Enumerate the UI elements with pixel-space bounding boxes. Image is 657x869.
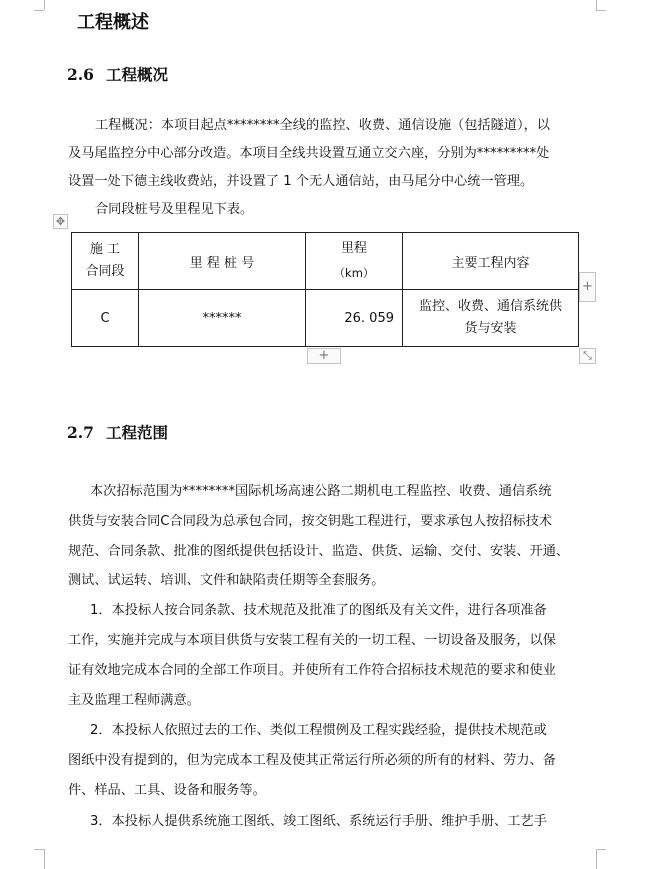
crop-mark-bottom-left-h [34, 849, 44, 850]
contract-table [71, 232, 579, 347]
cell-section[interactable]: C [72, 290, 139, 347]
paragraph-line: 及马尾监控分中心部分改造。本项目全线共设置互通立交六座，分别为*********处 [68, 146, 550, 161]
paragraph-line: 合同段桩号及里程见下表。 [95, 202, 254, 217]
crop-mark-top-left [44, 0, 45, 10]
list-item-line: 证有效地完成本合同的全部工作项目。并使所有工作符合招标技术规范的要求和使业 [68, 663, 556, 678]
paragraph-line: 规范、合同条款、批准的图纸提供包括设计、监造、供货、运输、交付、安装、开通、 [68, 544, 570, 559]
header-cell-content[interactable]: 主要工程内容 [403, 233, 579, 290]
cell-mileage[interactable]: 26. 059 [306, 290, 403, 347]
header-cell-section[interactable]: 施 工 合同段 [72, 233, 139, 290]
section-number: 2.7 [67, 423, 94, 442]
list-item-line: 件、样品、工具、设备和服务等。 [68, 783, 266, 798]
paragraph-line: 供货与安装合同C合同段为总承包合同，按交钥匙工程进行，要求承包人按招标技术 [68, 514, 552, 529]
section-heading-2-7 [67, 421, 168, 443]
list-item-line: 图纸中没有提到的，但为完成本工程及使其正常运行所必须的所有的材料、劳力、备 [68, 753, 556, 768]
table-header-row [72, 233, 579, 290]
crop-mark-bottom-right [596, 849, 597, 869]
paragraph-line: 工程概况：本项目起点********全线的监控、收费、通信设施（包括隧道），以 [95, 118, 550, 133]
crop-mark-bottom-left [44, 849, 45, 869]
cell-station[interactable]: ****** [139, 290, 306, 347]
header-cell-mileage[interactable]: 里程 （km） [306, 233, 403, 290]
section-title: 工程概况 [105, 66, 168, 84]
table-resize-icon[interactable]: ⤡ [579, 348, 596, 364]
paragraph-line: 本次招标范围为********国际机场高速公路二期机电工程监控、收费、通信系统 [90, 484, 552, 499]
crop-mark-top-right [596, 0, 597, 10]
paragraph-line: 测试、试运转、培训、文件和缺陷责任期等全套服务。 [68, 573, 385, 588]
paragraph-line: 设置一处下德主线收费站，并设置了 1 个无人通信站，由马尾分中心统一管理。 [68, 174, 534, 189]
crop-mark-top-left-h [34, 10, 44, 11]
section-heading-2-6 [67, 63, 168, 85]
table-row [72, 290, 579, 347]
header-cell-station[interactable]: 里 程 桩 号 [139, 233, 306, 290]
list-item-line: 工作，实施并完成与本项目供货与安装工程有关的一切工程、一切设备及服务，以保 [68, 633, 556, 648]
cell-content[interactable]: 监控、收费、通信系统供 货与安装 [403, 290, 579, 347]
crop-mark-top-right-h [596, 10, 606, 11]
add-row-button[interactable]: + [307, 348, 341, 364]
list-item-line: 3．本投标人提供系统施工图纸、竣工图纸、系统运行手册、维护手册、工艺手 [90, 814, 547, 829]
chapter-title: 工程概述 [77, 12, 149, 33]
section-number: 2.6 [67, 65, 94, 84]
list-item-line: 2．本投标人依照过去的工作、类似工程惯例及工程实践经验，提供技术规范或 [90, 723, 547, 738]
list-item-line: 1．本投标人按合同条款、技术规范及批准了的图纸及有关文件，进行各项准备 [90, 603, 547, 618]
add-column-button[interactable]: + [579, 272, 596, 302]
list-item-line: 主及监理工程师满意。 [68, 693, 200, 708]
crop-mark-bottom-right-h [596, 849, 606, 850]
section-title: 工程范围 [105, 424, 168, 442]
table-move-handle-icon[interactable]: ✥ [53, 214, 68, 229]
